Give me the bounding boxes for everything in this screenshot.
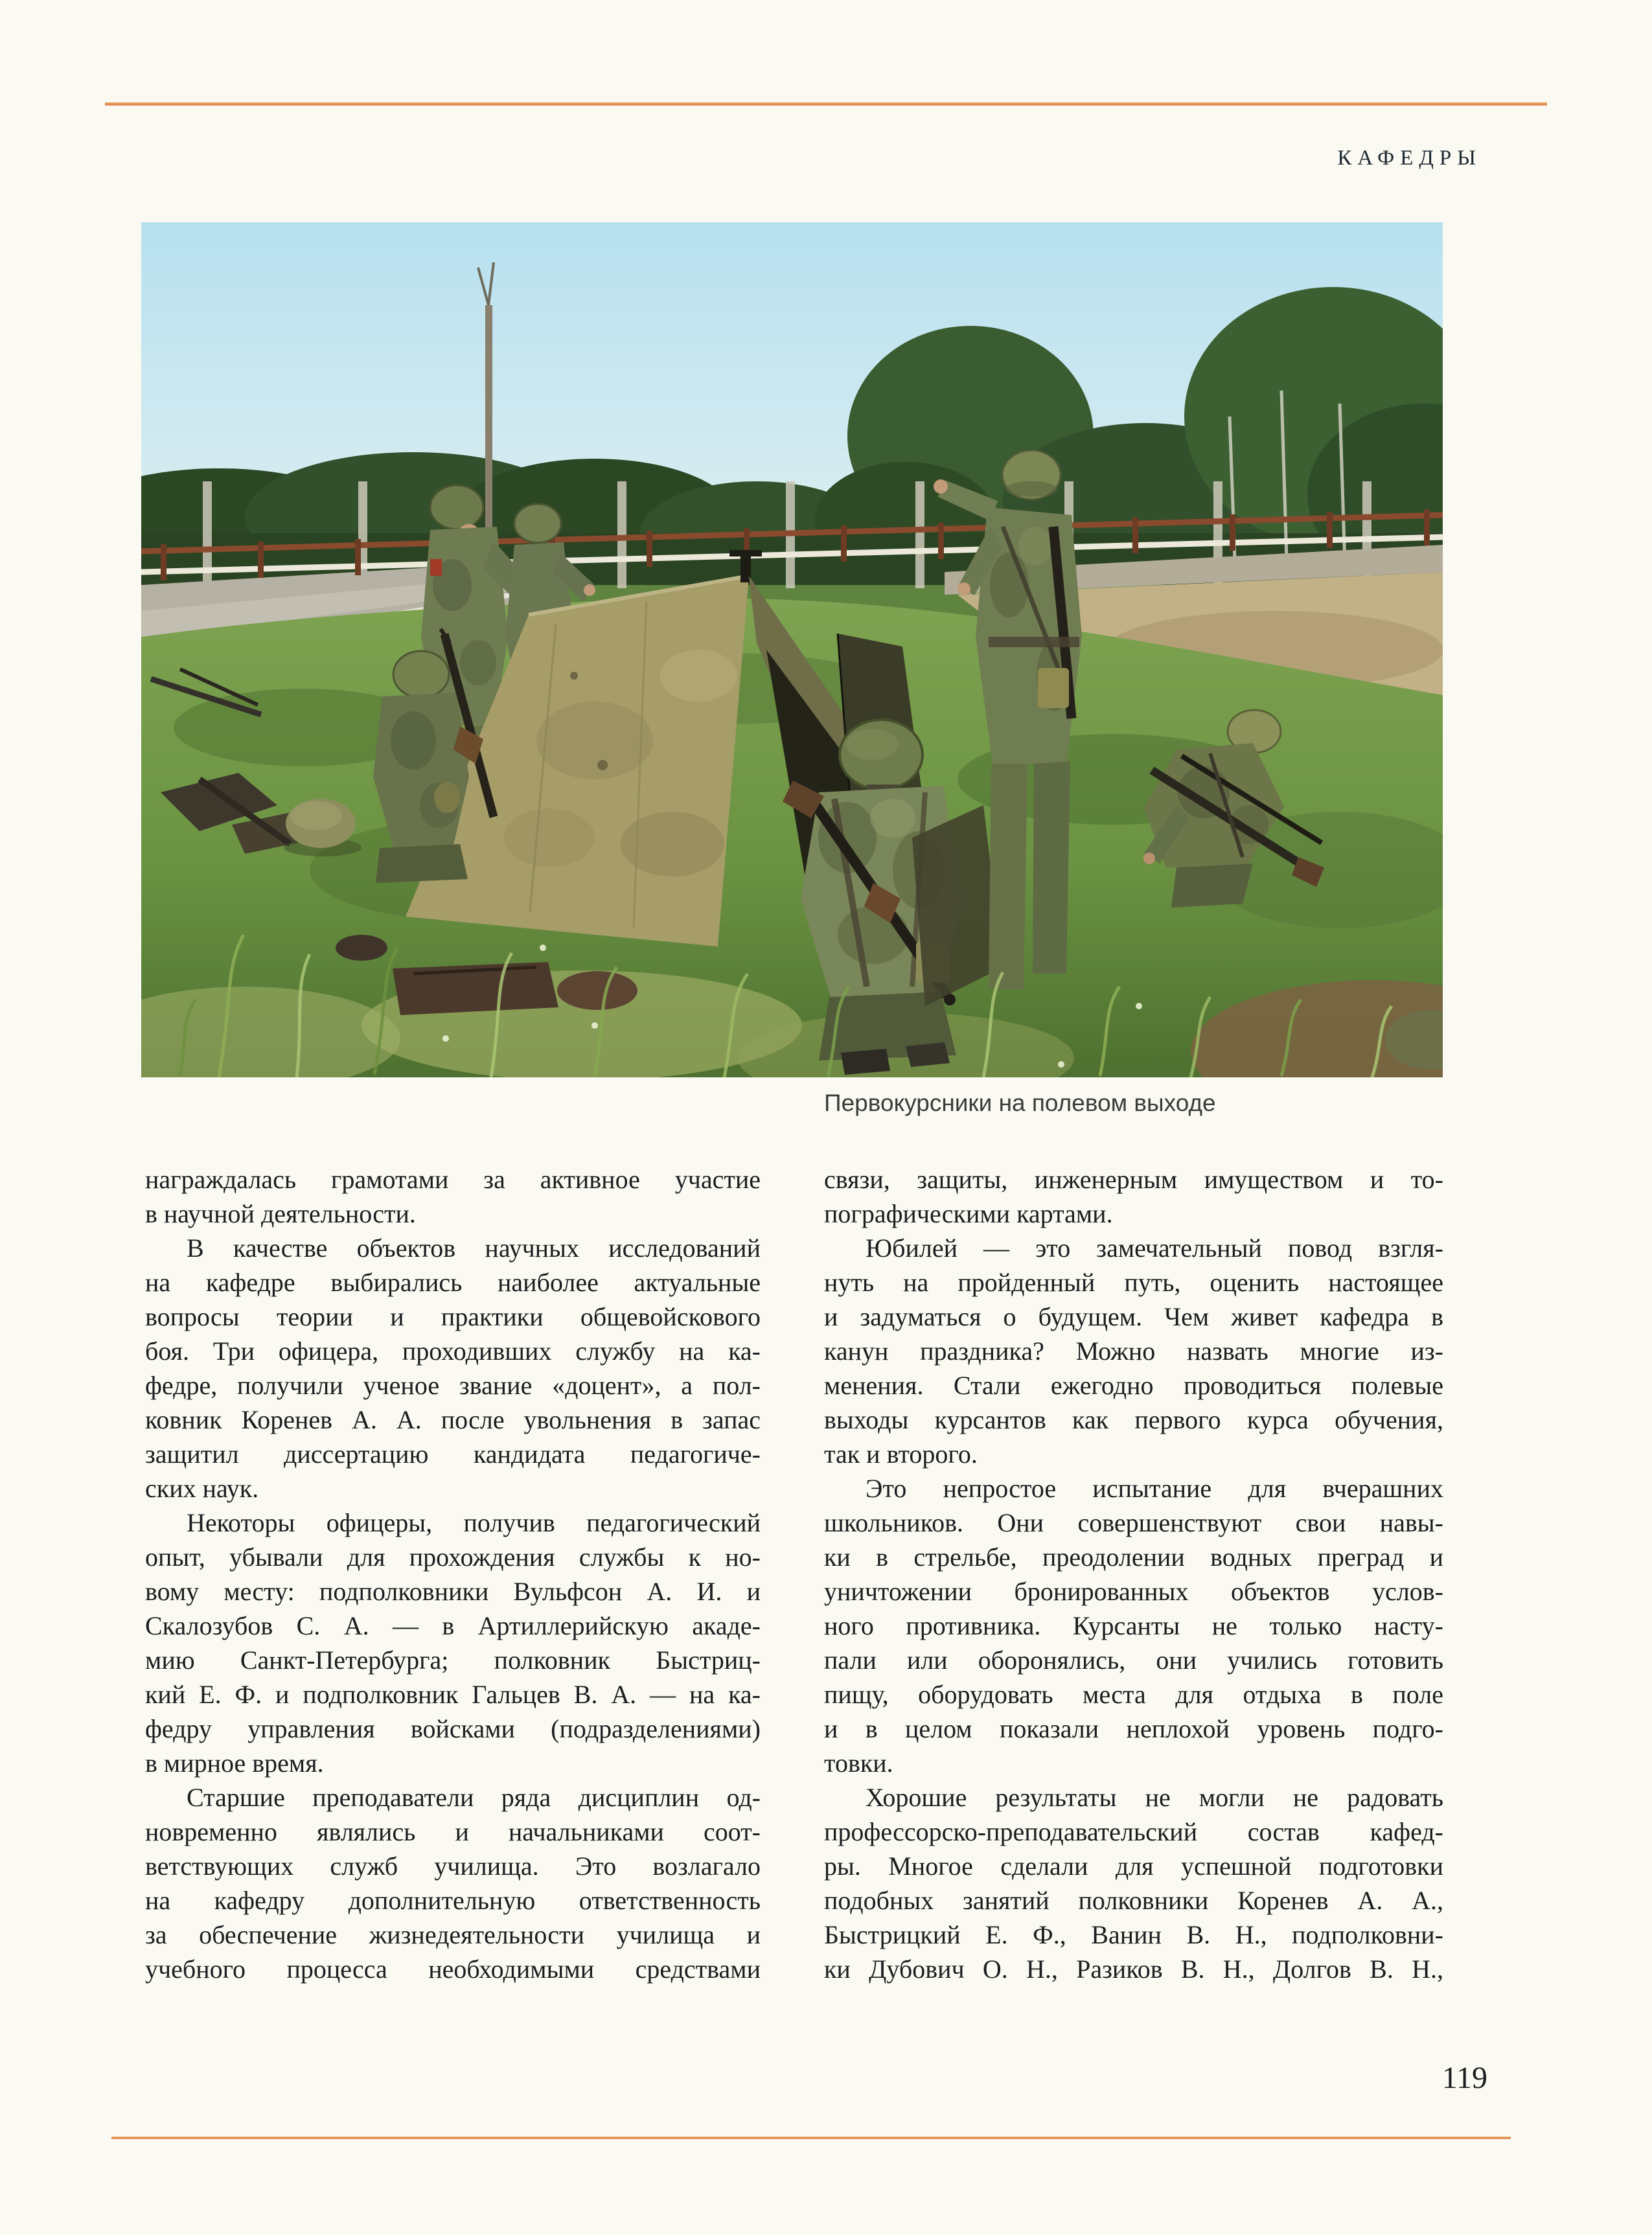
text-line: за обеспечение жизнедеятельности училища и xyxy=(145,1920,761,1949)
text-line: ских наук. xyxy=(145,1474,259,1503)
text-line: нуть на пройденный путь, оценить настоящее xyxy=(824,1268,1443,1297)
text-line: защитил диссертацию кандидата педагогиче- xyxy=(145,1439,761,1469)
bottom-rule xyxy=(111,2137,1511,2139)
text-line: новременно являлись и начальниками соот- xyxy=(145,1817,761,1846)
text-line: и задуматься о будущем. Чем живет кафедра в xyxy=(824,1302,1443,1331)
text-line: учебного процесса необходимыми средствами xyxy=(145,1954,761,1984)
text-line: награждалась грамотами за активное участие xyxy=(145,1165,761,1194)
text-line: пали или оборонялись, они учились готовить xyxy=(824,1645,1443,1675)
text-line: ного противника. Курсанты не только насту- xyxy=(824,1611,1443,1640)
text-line: Быстрицкий Е. Ф., Ванин В. Н., подполковни- xyxy=(824,1920,1443,1949)
text-line: ки в стрельбе, преодолении водных преград и xyxy=(824,1542,1443,1572)
text-line: на кафедру дополнительную ответственность xyxy=(145,1886,761,1915)
photo-caption: Первокурсники на полевом выходе xyxy=(824,1090,1216,1116)
text-line: Некоторы офицеры, получив педагогический xyxy=(187,1508,761,1537)
text-line: менения. Стали ежегодно проводиться полевые xyxy=(824,1371,1443,1400)
text-line: Хорошие результаты не могли не радовать xyxy=(866,1783,1443,1812)
text-line: пографическими картами. xyxy=(824,1199,1113,1228)
text-line: ры. Многое сделали для успешной подготовки xyxy=(824,1851,1443,1881)
text-line: и в целом показали неплохой уровень подго- xyxy=(824,1714,1443,1743)
running-head: КАФЕДРЫ xyxy=(1337,146,1482,170)
text-line: мию Санкт-Петербурга; полковник Быстриц- xyxy=(145,1645,761,1675)
text-line: канун праздника? Можно назвать многие из- xyxy=(824,1336,1443,1366)
text-line: кий Е. Ф. и подполковник Гальцев В. А. — на ка- xyxy=(145,1680,761,1709)
text-line: вому месту: подполковники Вульфсон А. И. и xyxy=(145,1577,761,1606)
text-line: в мирное время. xyxy=(145,1748,324,1778)
text-line: ветствующих служб училища. Это возлагало xyxy=(145,1851,761,1881)
text-line: товки. xyxy=(824,1748,893,1778)
text-line: подобных занятий полковники Коренев А. А., xyxy=(824,1886,1443,1915)
text-line: Старшие преподаватели ряда дисциплин од- xyxy=(187,1783,761,1812)
text-line: школьников. Они совершенствуют свои навы- xyxy=(824,1508,1443,1537)
text-line: ки Дубович О. Н., Разиков В. Н., Долгов В. Н., xyxy=(824,1954,1443,1984)
text-line: так и второго. xyxy=(824,1439,978,1469)
text-line: пищу, оборудовать места для отдыха в поле xyxy=(824,1680,1443,1709)
text-line: связи, защиты, инженерным имуществом и то- xyxy=(824,1165,1443,1194)
text-line: Скалозубов С. А. — в Артиллерийскую акаде- xyxy=(145,1611,761,1640)
text-column-left xyxy=(145,1162,761,1986)
text-line: выходы курсантов как первого курса обучения, xyxy=(824,1405,1443,1434)
text-line: ковник Коренев А. А. после увольнения в запас xyxy=(145,1405,761,1434)
text-line: профессорско-преподавательский состав кафед- xyxy=(824,1817,1443,1846)
text-line: опыт, убывали для прохождения службы к но- xyxy=(145,1542,761,1572)
text-line: уничтожении бронированных объектов услов- xyxy=(824,1577,1443,1606)
text-line: Юбилей — это замечательный повод взгля- xyxy=(866,1233,1443,1263)
text-line: боя. Три офицера, проходивших службу на ка- xyxy=(145,1336,761,1366)
text-line: В качестве объектов научных исследований xyxy=(187,1233,761,1263)
top-rule xyxy=(105,102,1547,106)
text-column-right xyxy=(824,1162,1443,1986)
text-line: федру управления войсками (подразделениями) xyxy=(145,1714,761,1743)
page-number: 119 xyxy=(1441,2061,1487,2095)
text-line: Это непростое испытание для вчерашних xyxy=(866,1474,1443,1503)
text-line: вопросы теории и практики общевойскового xyxy=(145,1302,761,1331)
photo-illustration xyxy=(141,222,1443,1077)
text-line: в научной деятельности. xyxy=(145,1199,416,1228)
text-line: федре, получили ученое звание «доцент», а пол- xyxy=(145,1371,761,1400)
text-line: на кафедре выбирались наиболее актуальные xyxy=(145,1268,761,1297)
field-exercise-photo xyxy=(141,222,1443,1077)
